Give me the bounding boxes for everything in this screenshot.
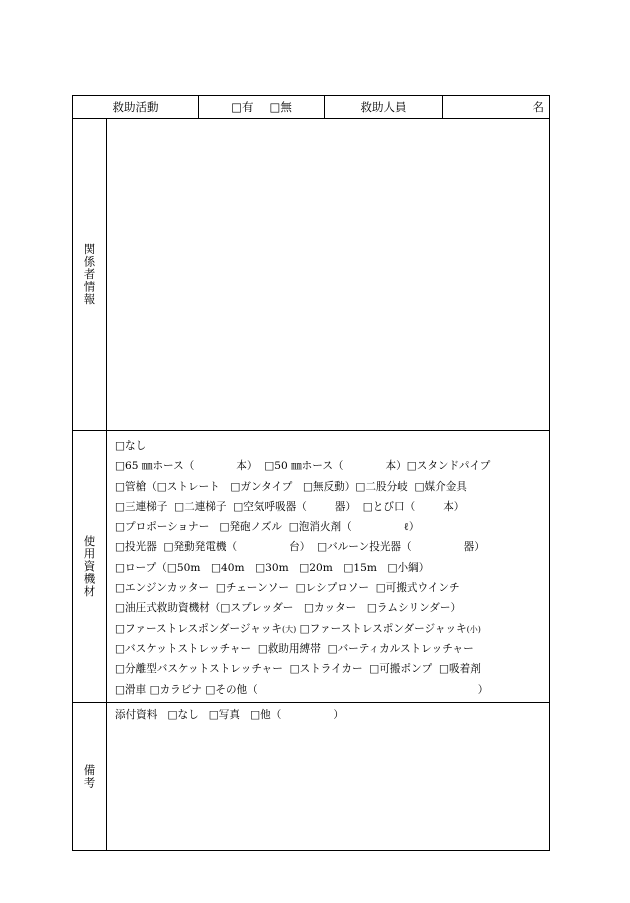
- equipment-line: [115, 477, 545, 497]
- option-no-checkbox[interactable]: □無: [269, 100, 292, 114]
- remarks-label: 備考: [82, 764, 97, 789]
- related-info-label: 関係者情報: [82, 243, 97, 306]
- attachments-none-checkbox[interactable]: □なし: [167, 709, 199, 721]
- fr-jack-large-checkbox[interactable]: □ファーストレスポンダージャッキ: [115, 622, 283, 635]
- attachments-label: 添付資料: [115, 709, 158, 721]
- portable-winch-checkbox[interactable]: □可搬式ウインチ: [375, 582, 460, 595]
- reciprocating-saw-checkbox[interactable]: □レシプロソー: [295, 582, 369, 595]
- related-info-side: [73, 119, 107, 430]
- attachments-other-close: ）: [333, 709, 344, 721]
- equipment-line: [115, 537, 545, 557]
- balloon-light-unit: 器）: [463, 541, 485, 554]
- rescue-personnel-label: 救助人員: [325, 96, 443, 118]
- option-yes-checkbox[interactable]: □有: [231, 100, 254, 114]
- equipment-line: [115, 598, 545, 618]
- vertical-stretcher-checkbox[interactable]: □バーティカルストレッチャー: [327, 642, 474, 655]
- equipment-other-checkbox[interactable]: □その他（: [205, 683, 258, 696]
- hose50-unit: 本）: [385, 460, 407, 473]
- attachments-other-checkbox[interactable]: □他（: [250, 709, 282, 721]
- equipment-side: [73, 431, 107, 702]
- equipment-row: [73, 431, 549, 703]
- rope-checkbox[interactable]: □ロープ（□50m □40m □30m □20m □15m □小綱）: [115, 561, 430, 574]
- header-row: [73, 96, 549, 119]
- equipment-line: [115, 619, 545, 639]
- ladder2-checkbox[interactable]: □二連梯子: [174, 500, 227, 513]
- floodlight-checkbox[interactable]: □投光器: [115, 541, 157, 554]
- scba-unit: 器）: [334, 500, 357, 513]
- equipment-label: 使用資機材: [82, 535, 97, 598]
- branch-two-checkbox[interactable]: □二股分岐: [355, 480, 408, 493]
- equipment-line: [115, 436, 545, 456]
- equipment-line: [115, 456, 545, 476]
- split-basket-stretcher-checkbox[interactable]: □分離型バスケットストレッチャー: [115, 663, 283, 676]
- related-info-field[interactable]: [107, 119, 549, 430]
- tobiguchi-checkbox[interactable]: □とび口（: [362, 500, 416, 513]
- hose50-checkbox[interactable]: □50 ㎜ホース（: [264, 460, 344, 473]
- rescue-activity-label: 救助活動: [73, 96, 199, 118]
- equipment-line: [115, 497, 545, 517]
- foam-nozzle-checkbox[interactable]: □発砲ノズル: [219, 521, 283, 534]
- tobiguchi-unit: 本）: [443, 500, 465, 513]
- pulley-checkbox[interactable]: □滑車: [115, 683, 147, 696]
- remarks-row: [73, 703, 549, 850]
- equipment-none-checkbox[interactable]: □なし: [115, 440, 147, 452]
- suction-agent-checkbox[interactable]: □吸着剤: [439, 663, 481, 676]
- equipment-content: [107, 431, 549, 702]
- fr-jack-large-size: (大): [282, 624, 297, 634]
- proportioner-checkbox[interactable]: □プロポーショナー: [115, 521, 210, 534]
- equipment-line: [115, 578, 545, 598]
- rescue-report-form: [72, 95, 550, 851]
- remarks-field[interactable]: [107, 703, 549, 850]
- standpipe-checkbox[interactable]: □スタンドパイプ: [406, 460, 491, 473]
- equipment-line: [115, 639, 545, 659]
- equipment-line: [115, 680, 545, 700]
- foam-agent-unit: ℓ）: [403, 521, 420, 534]
- rescue-activity-options: [199, 96, 325, 118]
- remarks-side: [73, 703, 107, 850]
- fr-jack-small-checkbox[interactable]: □ファーストレスポンダージャッキ: [299, 622, 467, 635]
- fr-jack-small-size: (小): [466, 624, 481, 634]
- generator-checkbox[interactable]: □発動発電機（: [163, 541, 238, 554]
- hose65-unit: 本）: [236, 460, 258, 473]
- equipment-line: [115, 659, 545, 679]
- carabiner-checkbox[interactable]: □カラビナ: [149, 683, 202, 696]
- balloon-light-checkbox[interactable]: □バルーン投光器（: [317, 541, 412, 554]
- related-info-row: [73, 119, 549, 431]
- scba-checkbox[interactable]: □空気呼吸器（: [233, 500, 307, 513]
- attachments-photo-checkbox[interactable]: □写真: [208, 709, 240, 721]
- basket-stretcher-checkbox[interactable]: □バスケットストレッチャー: [115, 642, 252, 655]
- rescue-harness-checkbox[interactable]: □救助用縛帯: [257, 642, 321, 655]
- engine-cutter-checkbox[interactable]: □エンジンカッター: [115, 582, 210, 595]
- equipment-line: [115, 517, 545, 537]
- personnel-unit: 名: [532, 100, 544, 114]
- hydraulic-tools-checkbox[interactable]: □油圧式救助資機材（□スプレッダー □カッター □ラムシリンダー）: [115, 602, 462, 615]
- generator-unit: 台）: [289, 541, 311, 554]
- striker-checkbox[interactable]: □ストライカー: [289, 663, 363, 676]
- hose65-checkbox[interactable]: □65 ㎜ホース（: [115, 460, 195, 473]
- ladder3-checkbox[interactable]: □三連梯子: [115, 500, 168, 513]
- attachments-line: [115, 707, 344, 722]
- coupler-checkbox[interactable]: □媒介金具: [414, 480, 467, 493]
- rescue-personnel-field[interactable]: [443, 96, 549, 118]
- equipment-line: [115, 558, 545, 578]
- foam-agent-checkbox[interactable]: □泡消火剤（: [288, 521, 352, 534]
- chainsaw-checkbox[interactable]: □チェーンソー: [215, 582, 289, 595]
- nozzle-type-checkbox[interactable]: □管槍（□ストレート □ガンタイプ □無反動）: [115, 480, 356, 493]
- equipment-other-close: ）: [477, 683, 489, 696]
- portable-pump-checkbox[interactable]: □可搬ポンプ: [369, 663, 433, 676]
